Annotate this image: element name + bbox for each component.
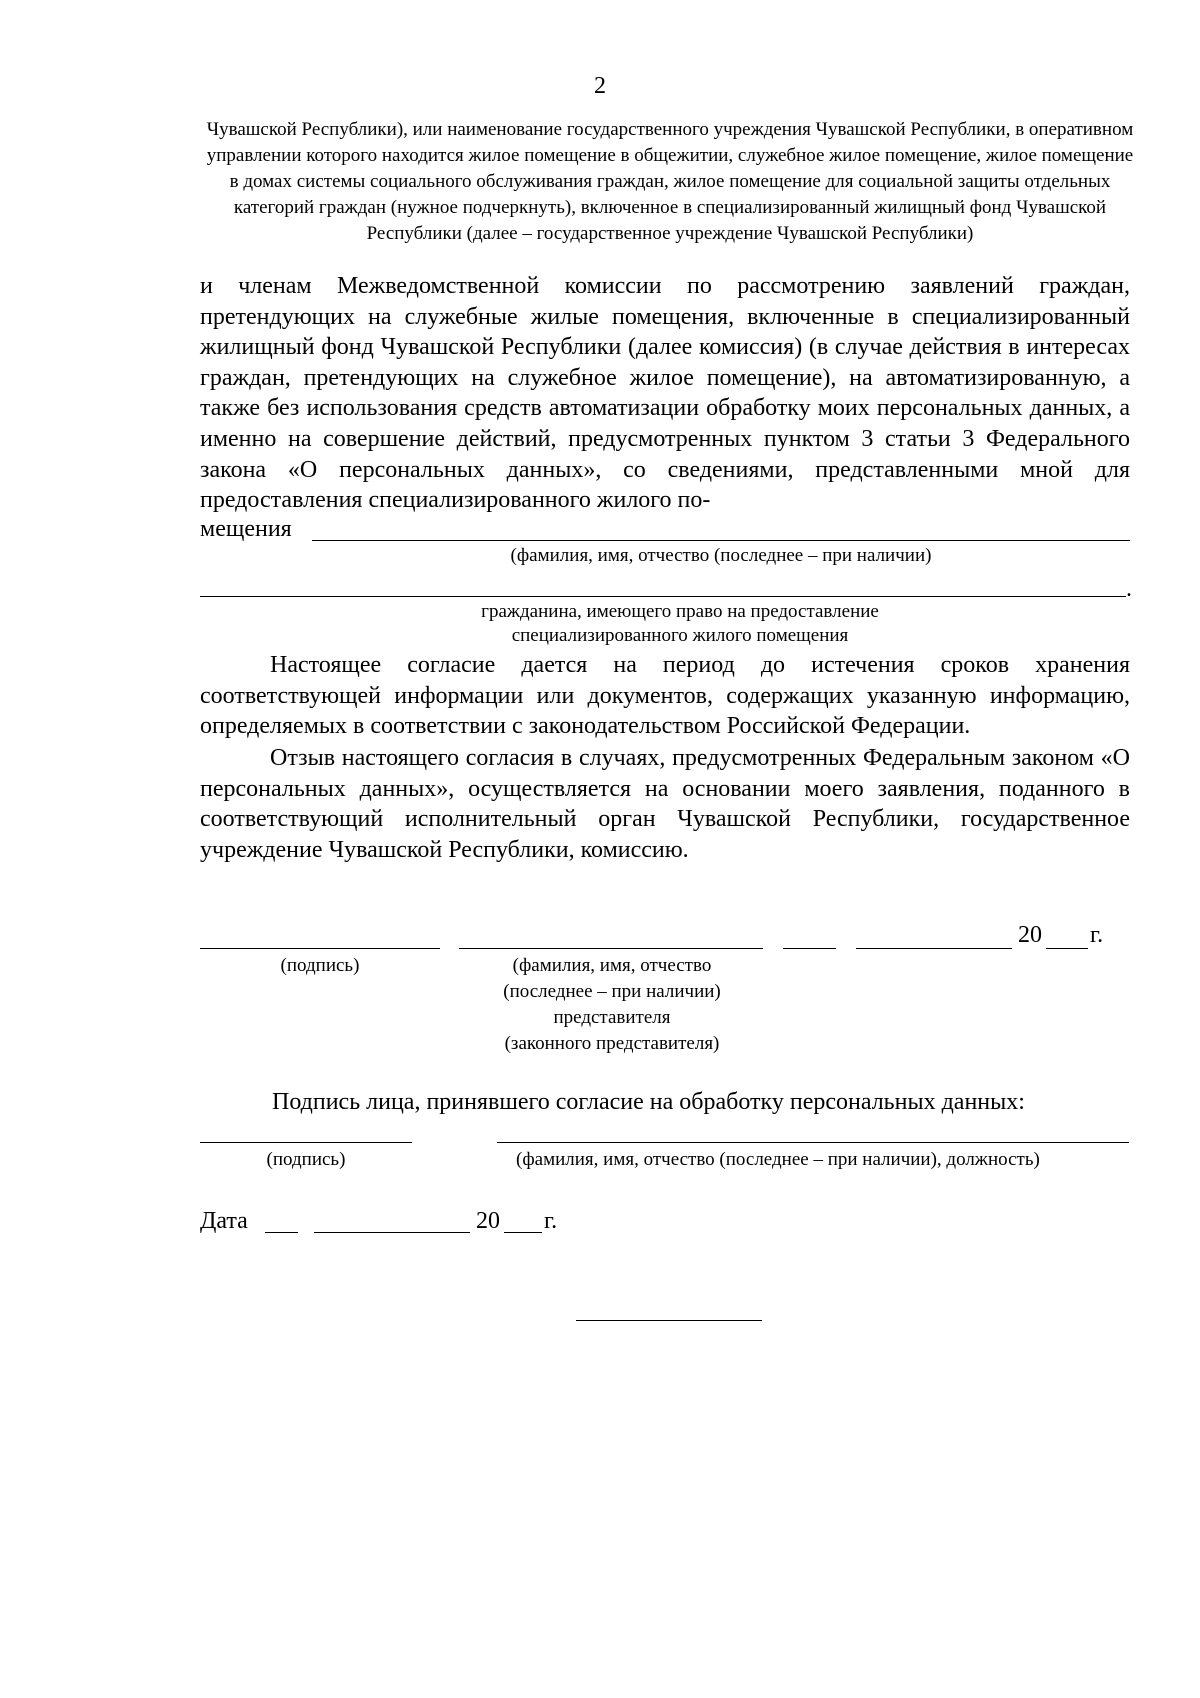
date-label: Дата	[200, 1208, 248, 1234]
operator-signature-line[interactable]	[200, 1142, 412, 1143]
line-end-dot: .	[1126, 576, 1132, 602]
fio-caption: (фамилия, имя, отчество (последнее – при наличии)	[510, 545, 932, 566]
representative-caption-2: (последнее – при наличии)	[503, 981, 721, 1002]
signature-caption: (подпись)	[280, 955, 360, 976]
header-note: Чувашской Республики), или наименование государственного учреждения Чувашской Республики, в оперативном управлении которого находится жилое помещение в общежитии, служебное жилое помещение, жилое помещение в домах системы социального обслуживания граждан, жилое помещение для социальной защиты отдельных категорий граждан (нужное подчеркнуть), включенное в специализированный жилищный фонд Чувашской Республики (далее – государственное учреждение Чувашской Республики)	[206, 119, 1134, 244]
operator-fio-caption: (фамилия, имя, отчество (последнее – при наличии), должность)	[516, 1149, 1040, 1170]
representative-caption-4: (законного представителя)	[504, 1033, 720, 1054]
consent-text: и членам Межведомственной комиссии по рассмотрению заявлений граждан, претендующих на служебные жилые помещения, включенные в специализированный жилищный фонд Чувашской Республики (далее комиссия) (в случае действия в интересах граждан, претендующих на служебное жилое помещение), на автоматизированную, а также без использования средств автоматизации обработку моих персональных данных, а именно на совершение действий, предусмотренных пунктом 3 статьи 3 Федерального закона «О персональных данных», со сведениями, представленными мной для предоставления специализированного жилого по-	[200, 273, 1130, 514]
fio-line-continued[interactable]	[200, 596, 1126, 597]
year-line[interactable]	[1046, 948, 1088, 949]
fio-line[interactable]	[312, 540, 1130, 541]
consent-paragraph	[200, 271, 1130, 516]
end-separator	[576, 1320, 762, 1321]
year-suffix: г.	[1090, 922, 1104, 948]
date-year-line[interactable]	[504, 1232, 542, 1233]
revocation-text: Отзыв настоящего согласия в случаях, предусмотренных Федеральным законом «О персональных данных», осуществляется на основании моего заявления, поданного в соответствующий исполнительный орган Чувашской Республики, государственное учреждение Чувашской Республики, комиссию.	[200, 745, 1130, 863]
day-line[interactable]	[783, 948, 836, 949]
representative-caption-1: (фамилия, имя, отчество	[512, 955, 712, 976]
operator-signature-caption: (подпись)	[266, 1149, 346, 1170]
date-year-suffix: г.	[544, 1208, 558, 1234]
revocation-paragraph	[200, 743, 1130, 865]
operator-sign-title: Подпись лица, принявшего согласие на обработку персональных данных:	[272, 1089, 1025, 1115]
date-day-line[interactable]	[265, 1232, 298, 1233]
representative-caption-3: представителя	[553, 1007, 671, 1028]
operator-fio-line[interactable]	[497, 1142, 1129, 1143]
page-number: 2	[594, 73, 606, 99]
citizen-caption-1: гражданина, имеющего право на предоставление	[481, 601, 879, 622]
date-year-prefix: 20	[476, 1208, 500, 1234]
signature-line[interactable]	[200, 948, 440, 949]
citizen-caption-2: специализированного жилого помещения	[511, 625, 849, 646]
year-prefix: 20	[1018, 922, 1042, 948]
period-text: Настоящее согласие дается на период до истечения сроков хранения соответствующей информации или документов, содержащих указанную информацию, определяемых в соответствии с законодательством Российской Федерации.	[200, 652, 1130, 740]
period-paragraph	[200, 650, 1130, 742]
representative-fio-line[interactable]	[459, 948, 763, 949]
month-line[interactable]	[856, 948, 1012, 949]
premises-label: мещения	[200, 516, 292, 542]
date-month-line[interactable]	[314, 1232, 470, 1233]
